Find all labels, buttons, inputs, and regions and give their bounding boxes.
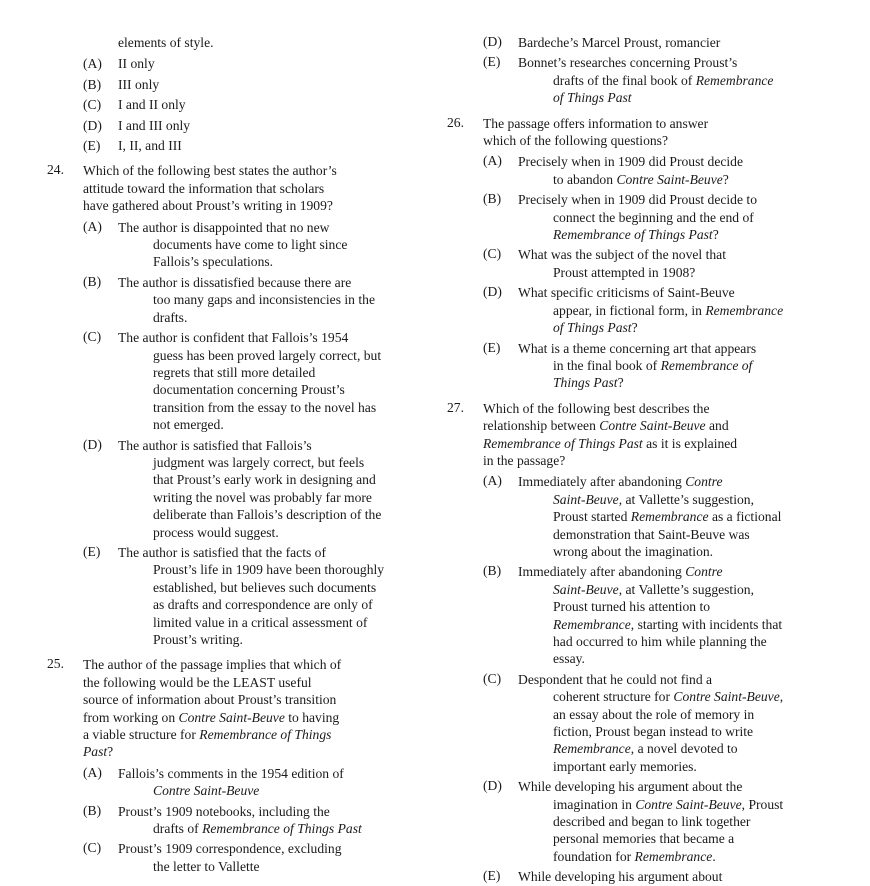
question-25-continued	[447, 34, 827, 107]
question-26: 26. The passage offers information to answer which of the following questions? (A) Precisely when in 1909 did Proust decide to abandon Contre Saint-Beuve? (B) Precisely when in 1909 did Proust decide to connect the beginning and the end of Remembrance of Things Past? (C) What was the subject of the novel that Proust attempted in 1908? (D) What specific criticisms of Saint-Beuve appear, in fictional form, in Remembrance of Things Past? (E) What is a theme concerning art that appears in the final book of Remembrance of Things Past?	[447, 115, 827, 392]
question-26-option-a[interactable]: (A) Precisely when in 1909 did Proust decide to abandon Contre Saint-Beuve?	[483, 153, 744, 187]
question-27-option-d[interactable]: (D) While developing his argument about the imagination in Contre Saint-Beuve, Proust described and began to link together personal memories that became a foundation for Remembrance.	[483, 778, 784, 864]
question-number: 24.	[47, 162, 64, 178]
question-24-option-b[interactable]: (B) The author is dissatisfied because there are too many gaps and inconsistencies in the drafts.	[83, 273, 375, 325]
question-number: 25.	[47, 656, 64, 672]
question-23-carryover	[47, 34, 427, 154]
question-23-option-d[interactable]: (D) I and III only	[83, 117, 191, 133]
question-23-option-e[interactable]: (E) I, II, and III	[83, 138, 182, 154]
question-24-option-c[interactable]: (C) The author is confident that Fallois’s 1954 guess has been proved largely correct, but regrets that still more detailed documentation concerning Proust’s transition from the essay to the novel has not emerged.	[83, 329, 382, 433]
question-23-option-b[interactable]: (B) III only	[83, 76, 160, 92]
question-26-option-d[interactable]: (D) What specific criticisms of Saint-Beuve appear, in fictional form, in Remembrance of Things Past?	[483, 284, 784, 336]
question-24-option-d[interactable]: (D) The author is satisfied that Fallois’s judgment was largely correct, but feels that Proust’s early work in designing and writing the novel was probably far more deliberate than Fallois’s description of the process would suggest.	[83, 436, 382, 540]
question-27-option-c[interactable]: (C) Despondent that he could not find a coherent structure for Contre Saint-Beuve, an essay about the role of memory in fiction, Proust began instead to write Remembrance, a novel devoted to important early memories.	[483, 670, 784, 774]
question-24-option-a[interactable]: (A) The author is disappointed that no new documents have come to light since Fallois’s speculations.	[83, 218, 348, 270]
question-23-option-c[interactable]: (C) I and II only	[83, 97, 186, 113]
question-number: 27.	[447, 399, 464, 415]
question-stem: The author of the passage implies that which of	[83, 657, 342, 673]
left-column	[47, 34, 427, 875]
question-26-option-e[interactable]: (E) What is a theme concerning art that appears in the final book of Remembrance of Things Past?	[483, 339, 757, 391]
book-title: Remembrance of Things	[199, 727, 332, 743]
question-27-option-b[interactable]: (B) Immediately after abandoning Contre Saint-Beuve, at Vallette’s suggestion, Proust turned his attention to Remembrance, starting with incidents that had occurred to him while planning the essay.	[483, 563, 783, 667]
right-column	[447, 34, 827, 886]
question-stem: Which of the following best describes the	[483, 400, 710, 416]
question-25: 25. The author of the passage implies that which of the following would be the LEAST useful source of information about Proust’s transition from working on Contre Saint-Beuve to having a viable structure for Remembrance of Things Past? (A) Fallois’s comments in the 1954 edition of Contre Saint-Beuve (B) Proust’s 1909 notebooks, including the drafts of Remembrance of Things Past (C) Proust’s 1909 correspondence, excluding the letter to Vallette	[47, 656, 427, 875]
question-24-option-e[interactable]: (E) The author is satisfied that the facts of Proust’s life in 1909 have been thoroughly established, but believes such documents as drafts and correspondence are only of limited value in a critical assessment of Proust’s writing.	[83, 543, 385, 647]
question-stem: The passage offers information to answer	[483, 115, 709, 131]
question-25-option-c[interactable]: (C) Proust’s 1909 correspondence, excluding the letter to Vallette	[83, 840, 342, 874]
question-26-option-c[interactable]: (C) What was the subject of the novel that Proust attempted in 1908?	[483, 246, 726, 280]
question-27-option-a[interactable]: (A) Immediately after abandoning Contre Saint-Beuve, at Vallette’s suggestion, Proust started Remembrance as a fictional demonstration that Saint-Beuve was wrong about the imagination.	[483, 473, 782, 559]
question-23-stem-tail: elements of style.	[118, 35, 214, 50]
question-27: 27. Which of the following best describes the relationship between Contre Saint-Beuve and Remembrance of Things Past as it is explained in the passage? (A) Immediately after abandoning Contre Saint-Beuve, at Vallette’s suggestion, Proust started Remembrance as a fictional demonstration that Saint-Beuve was wrong about the imagination. (B) Immediately after abandoning Contre Saint-Beuve, at Vallette’s suggestion, Proust turned his attention to Remembrance, starting with incidents that had occurred to him while planning the essay. (C) Despondent that he could not find a coherent structure for Contre Saint-Beuve, an essay about the role of memory in fiction, Proust began instead to write Remembrance, a novel devoted to important early memories. (D) While developing his argument about the imagination in Contre Saint-Beuve, Proust described and began to link together personal memories that became a foundation for Remembrance. (E) While developing his argument about	[447, 400, 827, 886]
question-number: 26.	[447, 114, 464, 130]
question-25-option-b[interactable]: (B) Proust’s 1909 notebooks, including the drafts of Remembrance of Things Past	[83, 802, 362, 837]
question-stem: Which of the following best states the author’s	[83, 163, 337, 179]
question-25-option-d[interactable]: (D) Bardeche’s Marcel Proust, romancier	[483, 34, 721, 50]
question-23-option-a[interactable]: (A) II only	[83, 56, 155, 72]
question-25-option-e[interactable]: (E) Bonnet’s researches concerning Proust’s drafts of the final book of Remembrance of Things Past	[483, 54, 774, 106]
question-26-option-b[interactable]: (B) Precisely when in 1909 did Proust decide to connect the beginning and the end of Remembrance of Things Past?	[483, 191, 757, 243]
question-27-option-e[interactable]: (E) While developing his argument about	[483, 868, 723, 885]
question-24: 24. Which of the following best states the author’s attitude toward the information that scholars have gathered about Proust’s writing in 1909? (A) The author is disappointed that no new documents have come to light since Fallois’s speculations. (B) The author is dissatisfied because there are too many gaps and inconsistencies in the drafts. (C) The author is confident that Fallois’s 1954 guess has been proved largely correct, but regrets that still more detailed documentation concerning Proust’s transition from the essay to the novel has not emerged. (D) The author is satisfied that Fallois’s judgment was largely correct, but feels that Proust’s early work in designing and writing the novel was probably far more deliberate than Fallois’s description of the process would suggest. (E) The author is satisfied that the facts of Proust’s life in 1909 have been thoroughly established, but believes such documents as drafts and correspondence are only of limited value in a critical assessment of Proust’s writing.	[47, 162, 427, 648]
book-title: Contre Saint-Beuve	[178, 709, 285, 725]
question-25-option-a[interactable]: (A) Fallois’s comments in the 1954 edition of Contre Saint-Beuve	[83, 764, 344, 799]
